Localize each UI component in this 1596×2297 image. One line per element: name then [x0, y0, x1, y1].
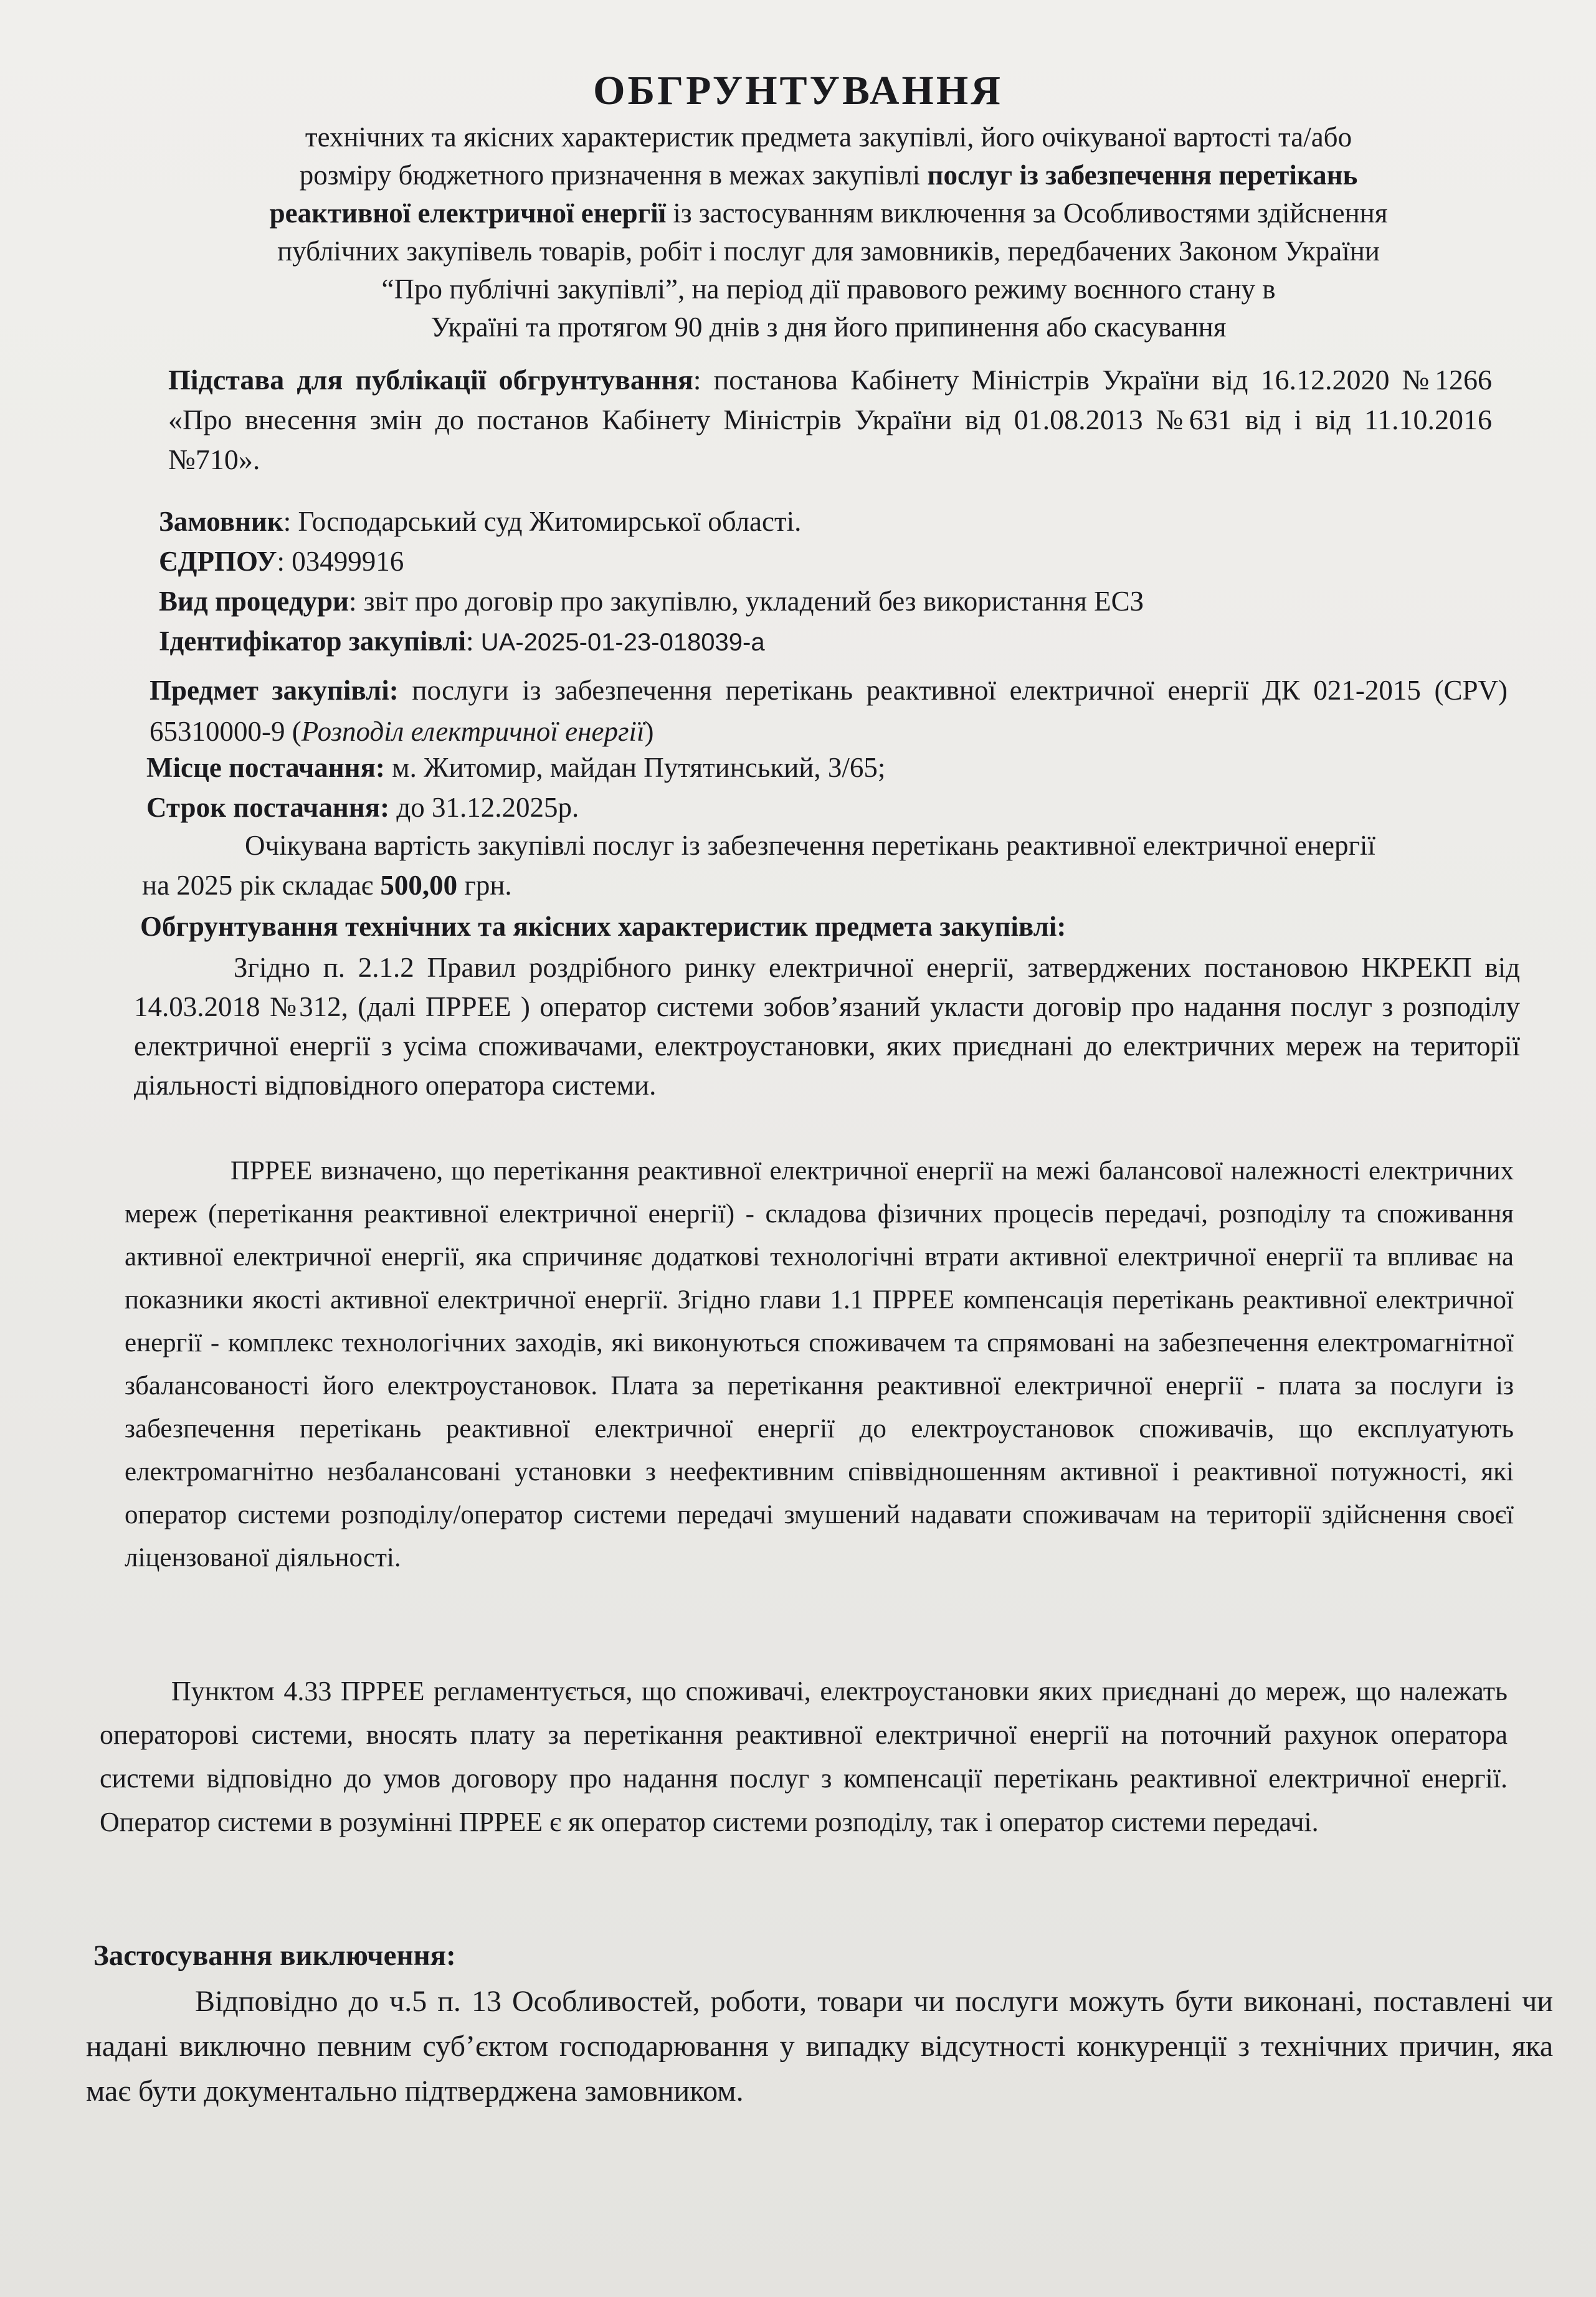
tech-heading — [140, 906, 1511, 946]
field-term — [146, 787, 1517, 827]
field-procurement-id — [159, 621, 1529, 662]
basis-paragraph — [168, 360, 1492, 480]
subtitle-bold-text: реактивної електричної енергії — [269, 197, 667, 229]
field-value: : Господарський суд Житомирської області. — [283, 506, 802, 537]
cost-amount: 500,00 — [380, 870, 458, 901]
field-value: ) — [644, 716, 654, 747]
field-edrpou — [159, 541, 1529, 581]
document-title: ОБГРУНТУВАННЯ — [593, 68, 1003, 113]
cost-text: на 2025 рік складає — [142, 870, 381, 901]
fields-section — [159, 502, 1529, 662]
field-place — [146, 748, 1517, 787]
field-value: : 03499916 — [277, 546, 404, 577]
exception-heading — [93, 1934, 1464, 1977]
basis-label: Підстава для публікації обгрунтування — [168, 364, 693, 396]
subtitle-bold-text: послуг із забезпечення перетікань — [927, 159, 1358, 191]
subtitle-line: Україні та протягом 90 днів з дня його припинення або скасування — [430, 311, 1227, 343]
field-customer — [159, 502, 1529, 541]
paragraph-text: ПРРЕЕ визначено, що перетікання реактивної електричної енергії на межі балансової належності електричних мереж (перетікання реактивної електричної енергії) - складова фізичних процесів передачі, розподілу та споживання активної електричної енергії, яка спричиняє додаткові технологічні втрати активної електричної енергії та впливає на показники якості активної електричної енергії. Згідно глави 1.1 ПРРЕЕ компенсація перетікань реактивної електричної енергії - комплекс технологічних заходів, які виконуються споживачем та спрямовані на забезпечення електромагнітної збалансованості його електроустановок. Плата за перетікання реактивної електричної енергії - плата за послуги із забезпечення перетікань реактивної електричної енергії до електроустановок споживачів, що експлуатують електромагнітно незбалансовані установки з неефективним співвідношенням активної і реактивної потужності, які оператор системи розподілу/оператор системи передачі змушений надавати споживачам на території здійснення своєї ліцензованої діяльності. — [125, 1156, 1514, 1572]
subtitle-line: публічних закупівель товарів, робіт і послуг для замовників, передбачених Законом України — [277, 235, 1380, 267]
field-label: Предмет закупівлі: — [150, 675, 399, 706]
field-label: Ідентифікатор закупівлі — [159, 625, 466, 657]
section-heading: Обгрунтування технічних та якісних характеристик предмета закупівлі: — [140, 911, 1066, 942]
paragraph-text: Відповідно до ч.5 п. 13 Особливостей, роботи, товари чи послуги можуть бути виконані, поставлені чи надані виключно певним суб’єктом господарювання у випадку відсутності конкуренції з технічних причин, яка має бути документально підтверджена замовником. — [86, 1985, 1553, 2108]
paragraph-3 — [100, 1670, 1508, 1844]
paragraph-1 — [134, 948, 1520, 1105]
subtitle-text: із застосуванням виключення за Особливостями здійснення — [666, 197, 1388, 229]
paragraph-text: Пунктом 4.33 ПРРЕЕ регламентується, що споживачі, електроустановки яких приєднані до мереж, що належать операторові системи, вносять плату за перетікання реактивної електричної енергії на поточний рахунок оператора системи відповідно до умов договору про надання послуг з компенсації перетікань реактивної електричної енергії. Оператор системи в розумінні ПРРЕЕ є як оператор системи розподілу, так і оператор системи передачі. — [100, 1676, 1508, 1837]
field-label: Строк постачання: — [146, 792, 390, 823]
field-procedure — [159, 581, 1529, 621]
paragraph-2 — [125, 1149, 1514, 1579]
cost-line: Очікувана вартість закупівлі послуг із забезпечення перетікань реактивної електричної енергії — [245, 830, 1375, 861]
subtitle-line — [174, 156, 1483, 194]
cost-line — [142, 865, 1525, 905]
field-value: до 31.12.2025р. — [389, 792, 579, 823]
subtitle-text: розміру бюджетного призначення в межах закупівлі — [299, 159, 928, 191]
subtitle-line: технічних та якісних характеристик предмета закупівлі, його очікуваної вартості та/або — [305, 121, 1352, 153]
field-value: : звіт про договір про закупівлю, укладений без використання ЕСЗ — [348, 586, 1144, 617]
subtitle-line — [174, 194, 1483, 232]
field-label: Місце постачання: — [146, 752, 385, 783]
subtitle-line: “Про публічні закупівлі”, на період дії правового режиму воєнного стану в — [381, 273, 1276, 305]
paragraph-text: Згідно п. 2.1.2 Правил роздрібного ринку електричної енергії, затверджених постановою НКРЕКП від 14.03.2018 №312, (далі ПРРЕЕ ) оператор системи зобов’язаний укласти договір про надання послуг з розподілу електричної енергії з усіма споживачами, електроустановки, яких приєднані до електричних мереж на території діяльності відповідного оператора системи. — [134, 952, 1520, 1101]
field-subject — [150, 670, 1508, 752]
section-heading: Застосування виключення: — [93, 1939, 456, 1972]
procurement-id-value: UA-2025-01-23-018039-a — [480, 629, 765, 656]
field-label: Вид процедури — [159, 586, 349, 617]
field-label: ЄДРПОУ — [159, 546, 277, 577]
basis-text: : постанова Кабінету Міністрів України від 16.12.2020 №1266 «Про внесення змін до постанов Кабінету Міністрів України від 01.08.2013 №631 від і від 11.10.2016 №710». — [168, 364, 1492, 475]
cost-currency: грн. — [457, 870, 512, 901]
field-colon: : — [465, 625, 481, 657]
field-label: Замовник — [159, 506, 283, 537]
field-value-italic: Розподіл електричної енергії — [301, 716, 645, 747]
document-subtitle — [174, 118, 1483, 346]
paragraph-4 — [86, 1979, 1553, 2114]
field-value: м. Житомир, майдан Путятинський, 3/65; — [384, 752, 886, 783]
cost-paragraph — [142, 825, 1525, 905]
field-value: послуги із забезпечення перетікань реактивної електричної енергії ДК 021-2015 (CPV) 65310000-9 ( — [150, 675, 1508, 747]
fields-delivery — [146, 748, 1517, 827]
